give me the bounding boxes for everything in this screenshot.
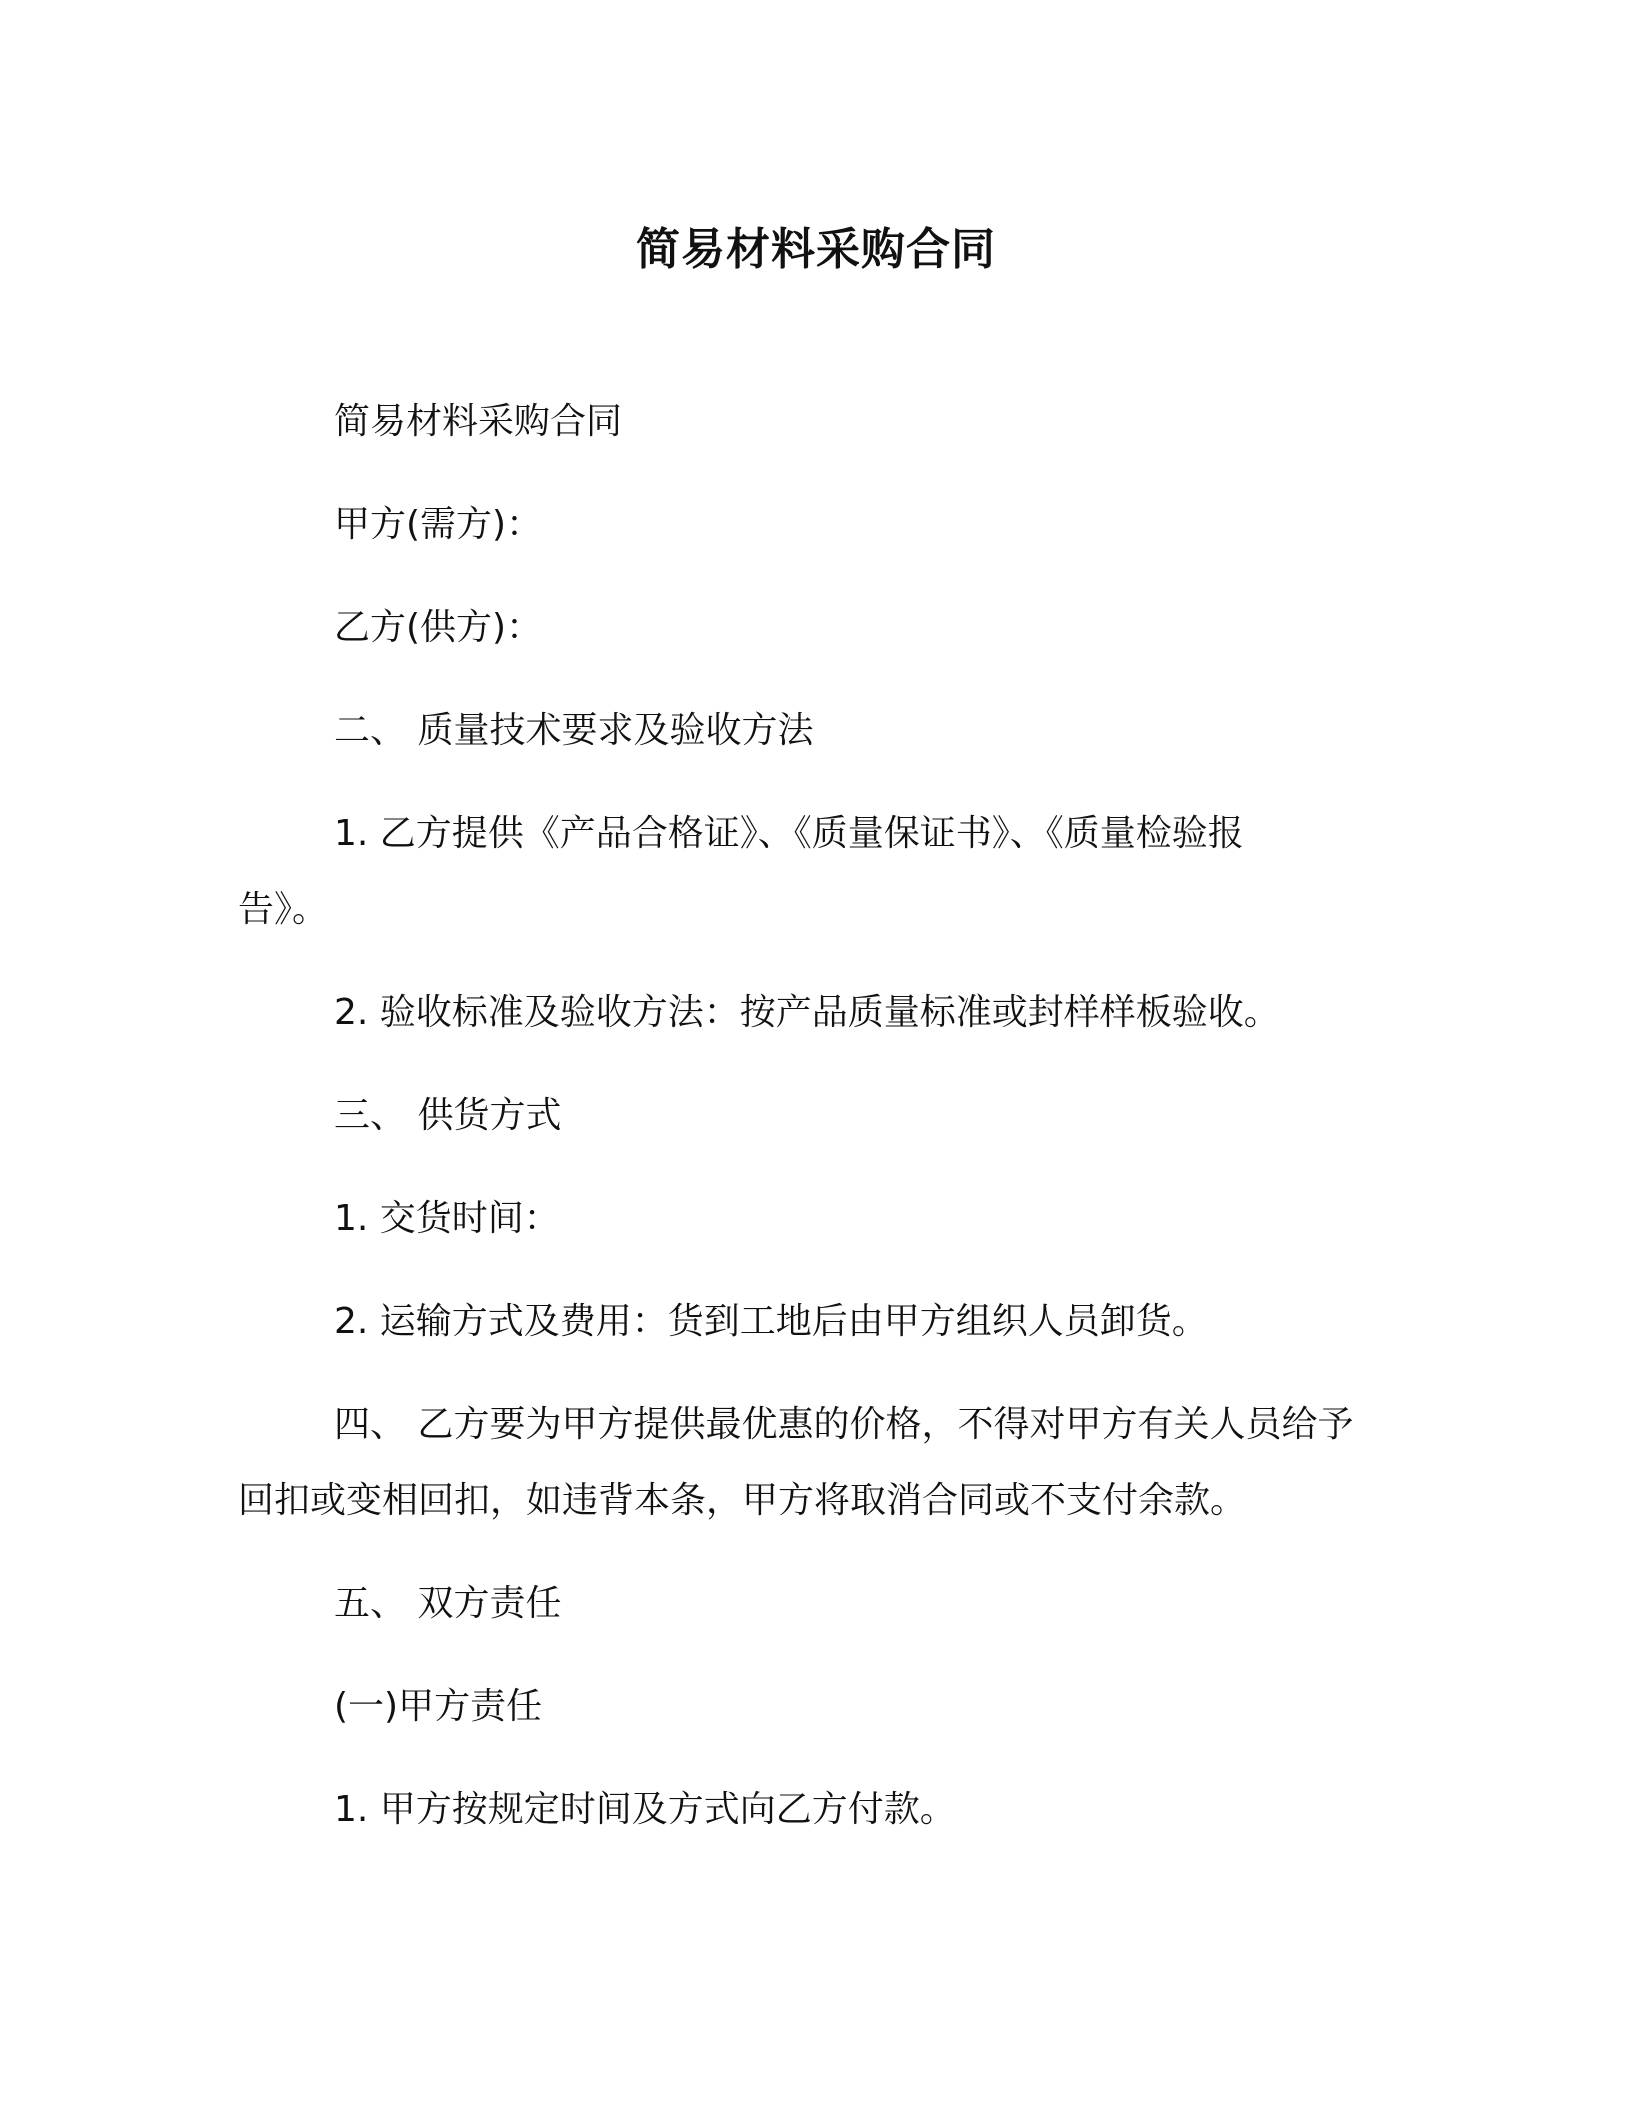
- paragraph-text: 1. 交货时间：: [334, 1198, 560, 1239]
- section-4-line-2: [238, 1463, 1398, 1539]
- paragraph-text: 2. 运输方式及费用：货到工地后由甲方组织人员卸货。: [334, 1301, 1208, 1342]
- subsection-heading-party-a: [238, 1669, 1398, 1745]
- paragraph-text: (一)甲方责任: [334, 1686, 543, 1727]
- paragraph-text: 1. 甲方按规定时间及方式向乙方付款。: [334, 1789, 956, 1830]
- clause-3-2: [238, 1284, 1398, 1360]
- paragraph-text: 五、 双方责任: [334, 1583, 562, 1624]
- paragraph-heading: [238, 384, 1398, 460]
- section-heading-3: [238, 1078, 1398, 1154]
- document-title: 简易材料采购合同: [636, 224, 996, 275]
- paragraph-text: 告》。: [238, 889, 329, 930]
- clause-3-1: [238, 1181, 1398, 1257]
- paragraph-text: 二、 质量技术要求及验收方法: [334, 710, 814, 751]
- clause-2-2: [238, 975, 1398, 1051]
- clause-2-1-line-1: [238, 796, 1398, 872]
- paragraph-text: 1. 乙方提供《产品合格证》、《质量保证书》、《质量检验报: [334, 813, 1244, 854]
- party-a-line: [238, 487, 1398, 563]
- section-heading-2: [238, 693, 1398, 769]
- clause-2-1-line-2: [238, 872, 1398, 948]
- section-4-line-1: [238, 1387, 1398, 1463]
- section-heading-5: [238, 1566, 1398, 1642]
- paragraph-text: 2. 验收标准及验收方法：按产品质量标准或封样样板验收。: [334, 992, 1280, 1033]
- paragraph-text: 回扣或变相回扣，如违背本条，甲方将取消合同或不支付余款。: [238, 1480, 1247, 1521]
- paragraph-text: 四、 乙方要为甲方提供最优惠的价格，不得对甲方有关人员给予: [334, 1404, 1354, 1445]
- paragraph-text: 三、 供货方式: [334, 1095, 562, 1136]
- paragraph-text: 简易材料采购合同: [334, 401, 623, 442]
- clause-5-1-1: [238, 1772, 1398, 1848]
- party-b-line: [238, 590, 1398, 666]
- paragraph-text: 甲方(需方)：: [334, 504, 543, 545]
- paragraph-text: 乙方(供方)：: [334, 607, 543, 648]
